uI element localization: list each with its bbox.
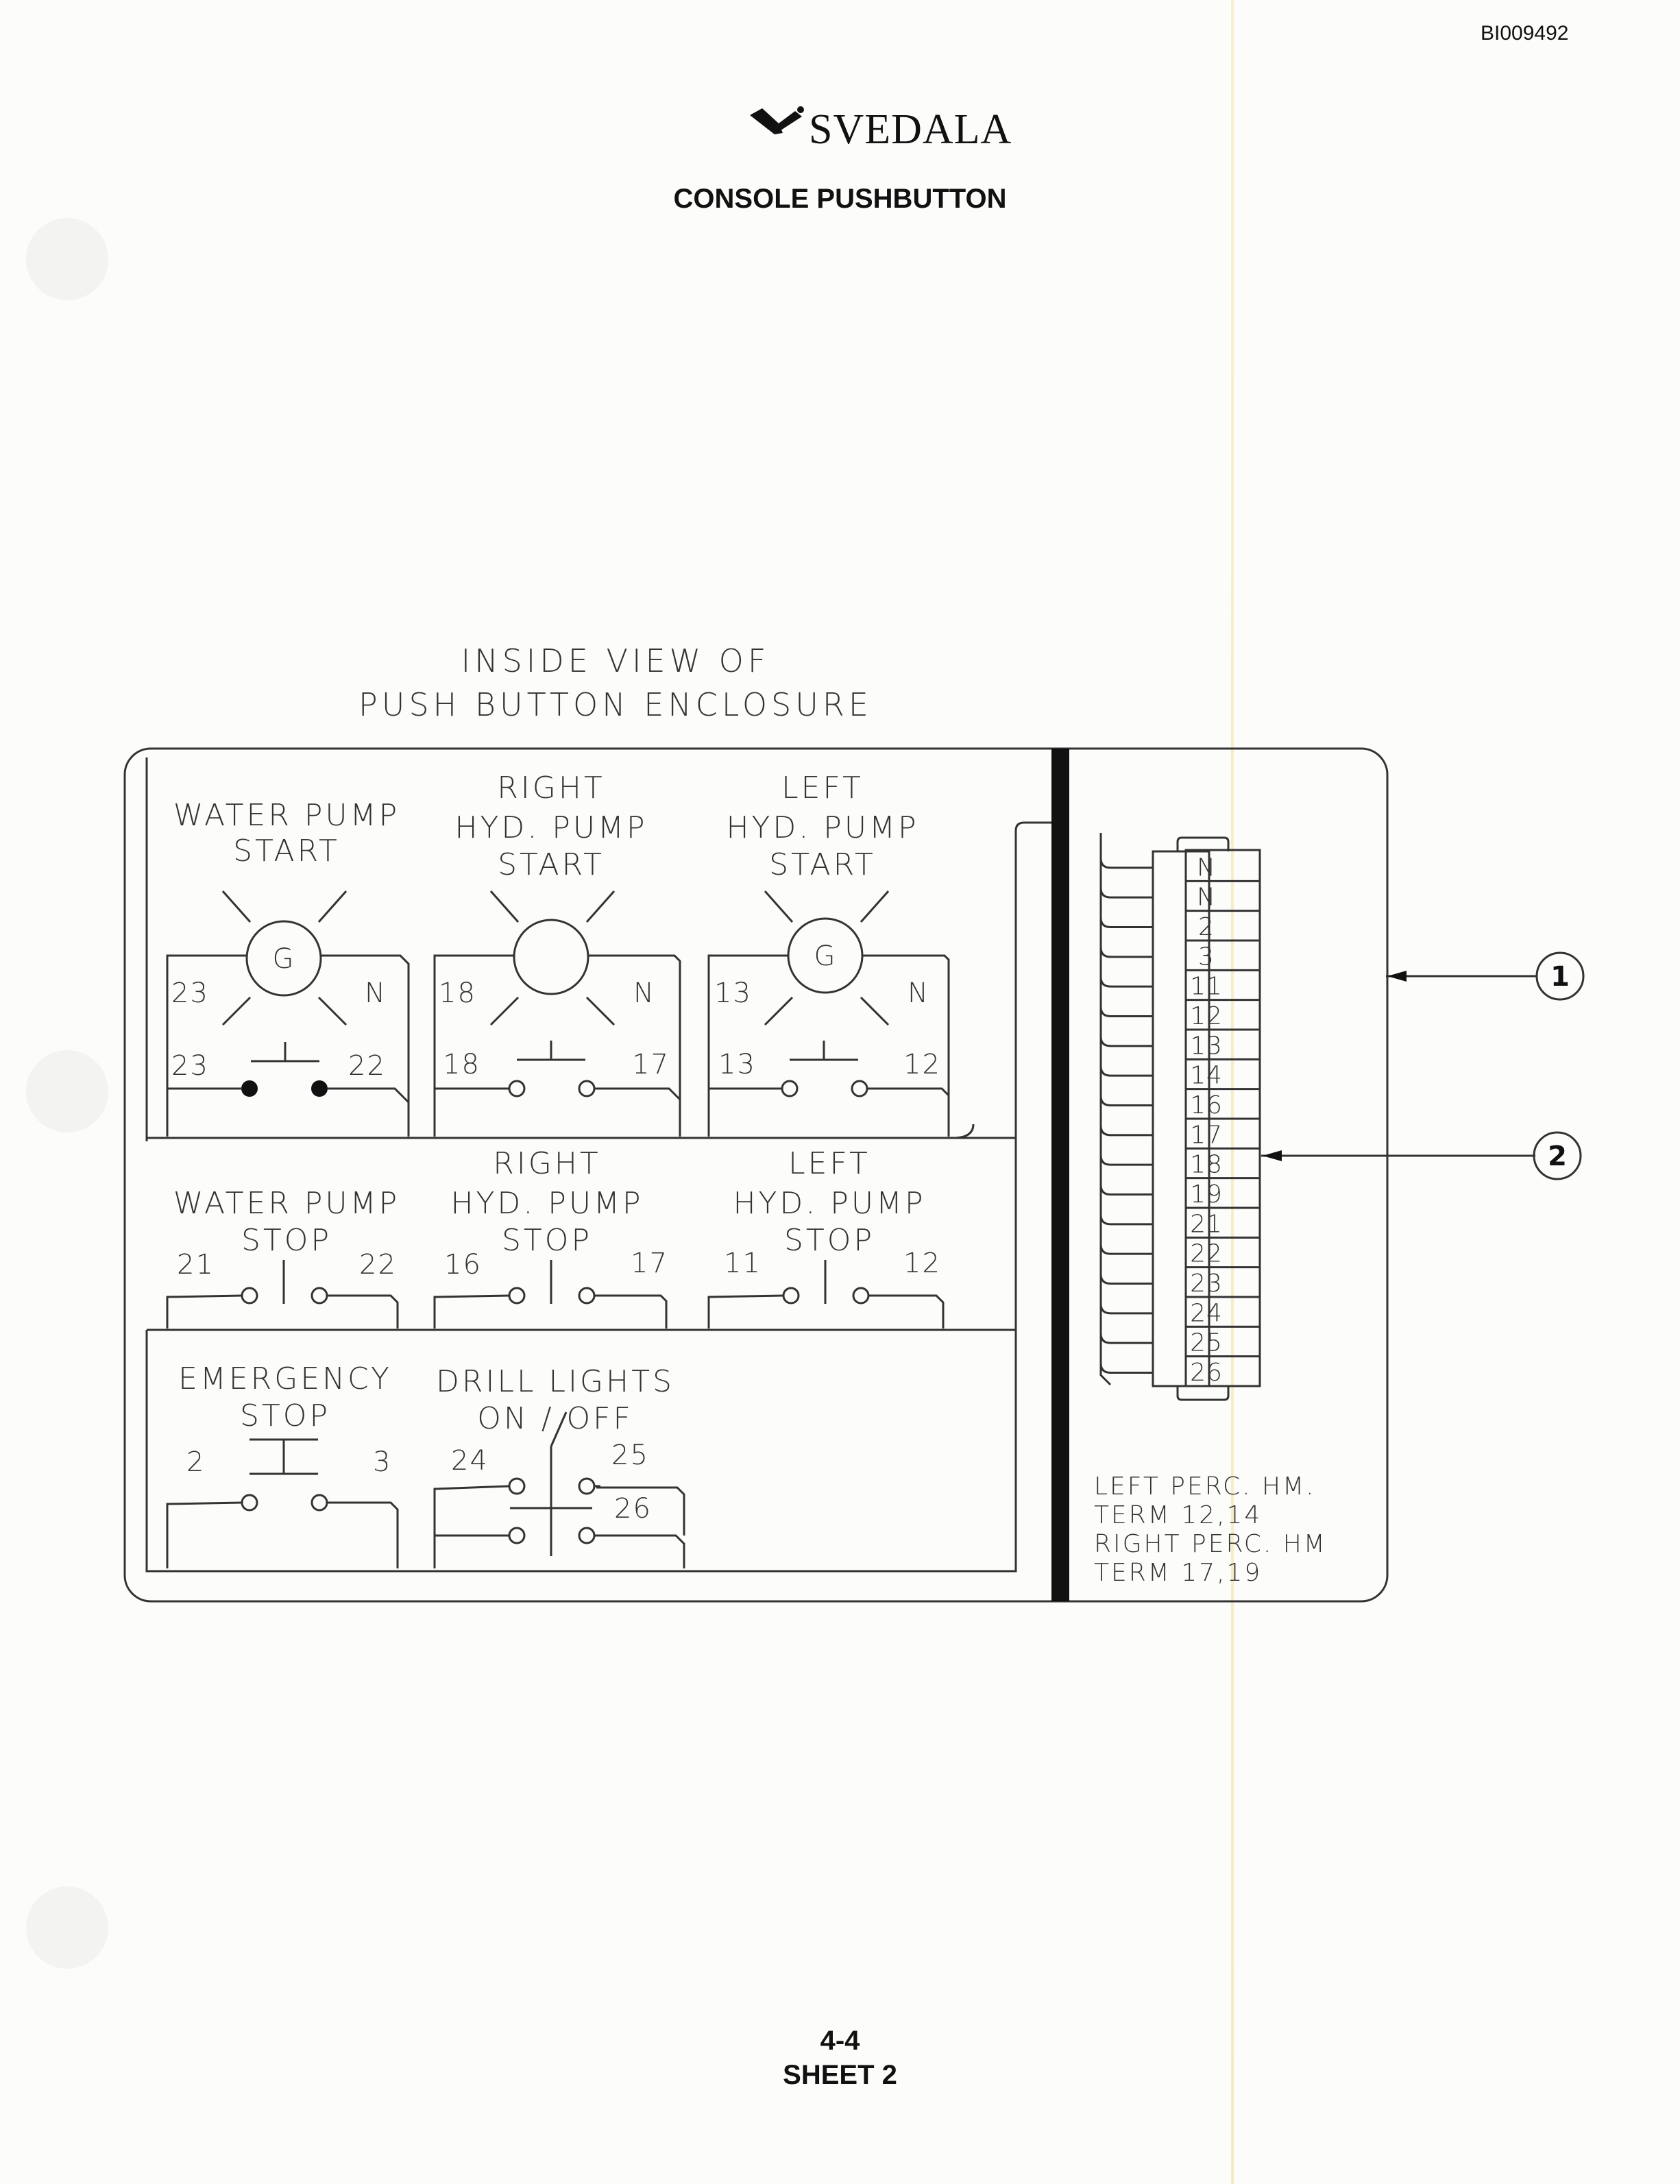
sheet-label: SHEET 2 [783, 2060, 897, 2090]
drill-terminal-right-top: 25 [611, 1440, 649, 1471]
terminal-wire [1101, 1333, 1153, 1343]
contact-left [509, 1081, 524, 1096]
right-hyd-start-label-2: HYD. PUMP [454, 810, 648, 845]
water-pump-stop-label-2: STOP [241, 1223, 332, 1258]
left-hyd-start-label-3: START [769, 847, 876, 882]
button-housing [167, 1503, 398, 1568]
water-pump-start [167, 798, 409, 1137]
stop-terminal-right: 12 [903, 1248, 941, 1279]
terminal-label: 17 [1190, 1121, 1223, 1150]
right-hyd-stop-label-1: RIGHT [493, 1146, 601, 1181]
terminal-wire [1101, 1155, 1153, 1165]
emergency-stop-label-1: EMERGENCY [178, 1361, 392, 1396]
lamp-terminal-left: 18 [439, 978, 476, 1009]
contact-right [579, 1288, 594, 1303]
contact-right [311, 1080, 328, 1097]
callout-2-arrowhead [1263, 1150, 1282, 1161]
terminal-label: 13 [1190, 1032, 1223, 1060]
wire-bundle-edge [1101, 833, 1110, 1385]
lamp-letter: G [272, 943, 295, 975]
terminal-label: 26 [1190, 1359, 1223, 1387]
right-hyd-pump-stop [435, 1146, 668, 1328]
terminal-wire [1101, 1185, 1153, 1195]
terminal-rows [1101, 853, 1260, 1387]
lamp-terminal-left: 13 [714, 978, 752, 1009]
water-pump-start-label-2: START [233, 834, 340, 869]
switch-terminal-right: 22 [348, 1050, 386, 1082]
pushbutton-symbol [517, 1041, 585, 1060]
lamp-letter: G [814, 941, 837, 972]
contact-right [853, 1288, 868, 1303]
contact-right [312, 1288, 327, 1303]
terminal-label: 14 [1190, 1061, 1223, 1090]
terminal-label: N [1197, 883, 1216, 912]
terminal-label: 2 [1198, 913, 1215, 941]
terminal-wire [1101, 858, 1153, 868]
drill-terminal-left: 24 [451, 1445, 489, 1477]
left-hyd-pump-stop [709, 1146, 943, 1328]
right-hyd-start-label-1: RIGHT [497, 771, 605, 805]
contact-left-top [509, 1479, 524, 1494]
terminal-wire [1101, 1126, 1153, 1135]
panel-corner [953, 823, 1051, 1138]
terminal-label: 23 [1190, 1270, 1223, 1298]
left-hyd-start-label-1: LEFT [781, 771, 864, 805]
terminal-wire [1101, 1036, 1153, 1046]
switch-terminal-left: 23 [171, 1050, 209, 1082]
switch-terminal-left: 18 [443, 1049, 480, 1080]
terminal-label: 16 [1190, 1091, 1223, 1119]
left-hyd-pump-start [709, 771, 949, 1137]
contact-left [242, 1288, 257, 1303]
note-line-3: RIGHT PERC. HM [1094, 1530, 1327, 1558]
terminal-label: 25 [1190, 1328, 1223, 1357]
stop-terminal-left: 16 [444, 1249, 482, 1281]
terminal-label: N [1197, 853, 1216, 882]
terminal-wire [1101, 918, 1153, 927]
lamp-terminal-left: 23 [171, 978, 209, 1009]
terminal-wire [1101, 947, 1153, 957]
note-line-4: TERM 17,19 [1094, 1559, 1263, 1587]
contact-left-bottom [509, 1528, 524, 1543]
left-hyd-stop-label-1: LEFT [788, 1146, 871, 1181]
callout-2-number: 2 [1548, 1141, 1567, 1172]
drill-lights-switch [435, 1364, 684, 1568]
terminal-wire [1101, 1215, 1153, 1224]
page-title: CONSOLE PUSHBUTTON [673, 184, 1007, 214]
diagram-title-line2: PUSH BUTTON ENCLOSURE [358, 686, 873, 723]
callout-1 [1386, 953, 1583, 999]
water-pump-start-label-1: WATER PUMP [173, 798, 400, 833]
callout-1-arrowhead [1387, 971, 1407, 982]
stop-terminal-right: 17 [631, 1248, 668, 1279]
brand-name: SVEDALA [809, 106, 1012, 153]
emergency-terminal-right: 3 [373, 1446, 392, 1478]
lamp-terminal-right: N [365, 978, 387, 1009]
enclosure-divider [1051, 749, 1069, 1601]
water-pump-stop [167, 1186, 400, 1328]
switch-terminal-right: 17 [632, 1049, 670, 1080]
switch-terminal-right: 12 [903, 1049, 941, 1080]
contact-right [579, 1081, 594, 1096]
right-hyd-stop-label-3: STOP [502, 1223, 592, 1258]
terminal-wire [1101, 1363, 1153, 1373]
emergency-terminal-left: 2 [186, 1446, 206, 1478]
terminal-label: 22 [1190, 1239, 1223, 1268]
terminal-label: 3 [1198, 943, 1215, 971]
terminal-label: 11 [1190, 972, 1223, 1001]
contact-right-top [579, 1479, 594, 1494]
lamp-rays [491, 891, 614, 1025]
contact-left [241, 1080, 258, 1097]
left-hyd-stop-label-2: HYD. PUMP [733, 1186, 926, 1221]
pushbutton-symbol [790, 1041, 858, 1060]
terminal-wire [1101, 888, 1153, 897]
right-hyd-stop-label-2: HYD. PUMP [450, 1186, 644, 1221]
emergency-stop [167, 1361, 398, 1568]
terminal-label: 24 [1190, 1299, 1223, 1328]
terminal-wire [1101, 1274, 1153, 1284]
terminal-wire [1101, 1244, 1153, 1254]
note-line-1: LEFT PERC. HM. [1094, 1472, 1316, 1501]
contact-left [783, 1288, 799, 1303]
callout-1-number: 1 [1550, 961, 1570, 993]
callout-2 [1261, 1132, 1581, 1179]
diagram-title-line1: INSIDE VIEW OF [461, 642, 770, 679]
terminal-wire [1101, 1066, 1153, 1076]
switch-terminal-left: 13 [718, 1049, 756, 1080]
pilot-lamp [514, 920, 588, 994]
water-pump-stop-label-1: WATER PUMP [173, 1186, 400, 1221]
contact-right-bottom [579, 1528, 594, 1543]
pushbutton-symbol [251, 1042, 319, 1061]
document-id: BI009492 [1481, 22, 1569, 45]
terminal-wire [1101, 1007, 1153, 1017]
contact-right [852, 1081, 867, 1096]
right-hyd-pump-start [435, 771, 680, 1137]
contact-left [782, 1081, 797, 1096]
left-hyd-start-label-2: HYD. PUMP [726, 810, 919, 845]
stop-terminal-left: 21 [177, 1249, 215, 1281]
stop-terminal-right: 22 [359, 1249, 397, 1281]
left-hyd-stop-label-3: STOP [784, 1223, 875, 1258]
emergency-stop-label-2: STOP [240, 1398, 330, 1433]
terminal-label: 12 [1190, 1002, 1223, 1030]
contact-left [242, 1495, 257, 1510]
terminal-label: 18 [1190, 1150, 1223, 1179]
terminal-wire [1101, 1304, 1153, 1313]
lamp-terminal-right: N [633, 978, 655, 1009]
right-hyd-start-label-3: START [498, 847, 605, 882]
terminal-strip [1101, 833, 1260, 1400]
drill-lights-label-1: DRILL LIGHTS [436, 1364, 674, 1399]
contact-right [312, 1495, 327, 1510]
drill-lights-label-2: ON / OFF [477, 1401, 633, 1436]
stop-terminal-left: 11 [724, 1248, 762, 1279]
terminal-label: 19 [1190, 1180, 1223, 1209]
mushroom-button-symbol [249, 1440, 318, 1474]
contact-left [509, 1288, 524, 1303]
page-number: 4-4 [820, 2026, 860, 2056]
terminal-label: 21 [1190, 1210, 1223, 1239]
lamp-terminal-right: N [908, 978, 929, 1009]
terminal-wire [1101, 1096, 1153, 1106]
note-line-2: TERM 12,14 [1094, 1501, 1263, 1529]
button-housing [167, 1296, 398, 1328]
terminal-wire [1101, 977, 1153, 986]
drill-terminal-right-bottom: 26 [614, 1493, 652, 1525]
